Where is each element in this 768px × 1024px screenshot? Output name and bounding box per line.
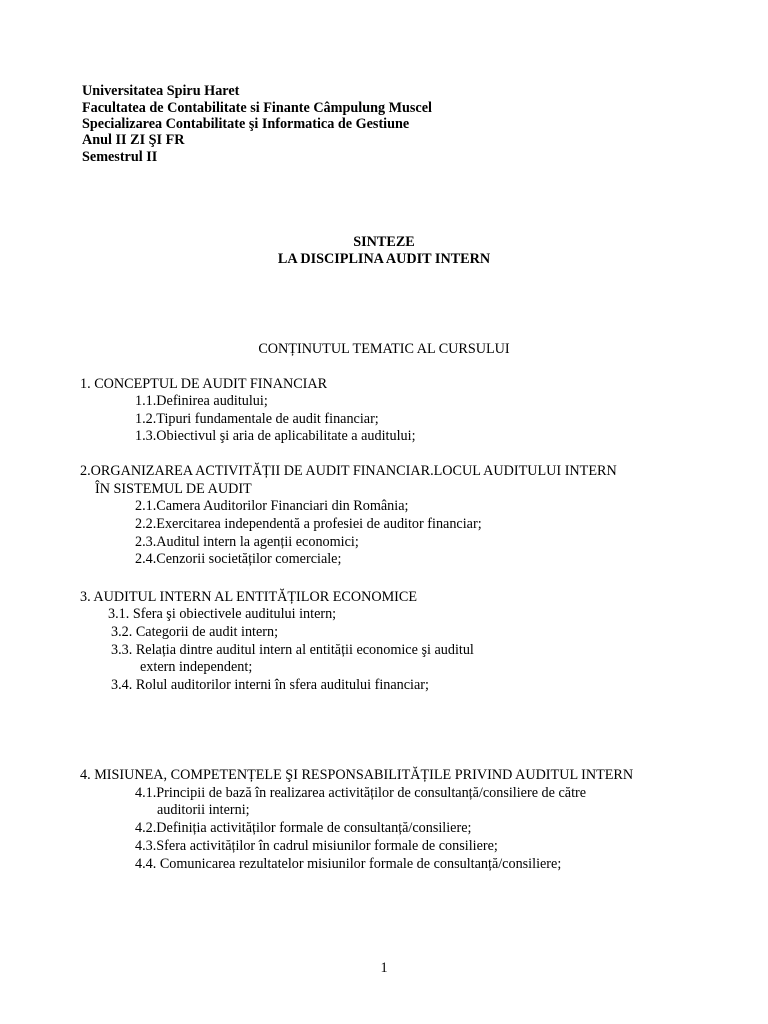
header-semester: Semestrul II — [82, 149, 158, 165]
chapter-2-title-cont: ÎN SISTEMUL DE AUDIT — [95, 481, 252, 497]
header-year: Anul II ZI ŞI FR — [82, 132, 185, 148]
chapter-4-title: 4. MISIUNEA, COMPETENȚELE ŞI RESPONSABILITĂȚILE PRIVIND AUDITUL INTERN — [80, 767, 634, 783]
chapter-4-item: 4.2.Definiția activităților formale de consultanță/consiliere; — [135, 820, 472, 836]
header-specialization: Specializarea Contabilitate şi Informatica de Gestiune — [82, 116, 410, 132]
chapter-4-item: 4.3.Sfera activităților în cadrul misiunilor formale de consiliere; — [135, 838, 498, 854]
contents-heading: CONȚINUTUL TEMATIC AL CURSULUI — [258, 341, 510, 357]
chapter-3-item: 3.1. Sfera şi obiectivele auditului intern; — [108, 606, 337, 622]
chapter-3-item-cont: extern independent; — [140, 659, 253, 675]
chapter-2-item: 2.2.Exercitarea independentă a profesiei de auditor financiar; — [135, 516, 482, 532]
doc-title-line2: LA DISCIPLINA AUDIT INTERN — [277, 251, 491, 267]
chapter-3-title: 3. AUDITUL INTERN AL ENTITĂȚILOR ECONOMICE — [80, 589, 418, 605]
chapter-2-item: 2.1.Camera Auditorilor Financiari din România; — [135, 498, 409, 514]
chapter-1-item: 1.3.Obiectivul şi aria de aplicabilitate a auditului; — [135, 428, 416, 444]
page-number: 1 — [380, 960, 388, 976]
chapter-4-item: 4.4. Comunicarea rezultatelor misiunilor formale de consultanță/consiliere; — [135, 856, 562, 872]
chapter-1-item: 1.1.Definirea auditului; — [135, 393, 268, 409]
chapter-4-item: 4.1.Principii de bază în realizarea activităților de consultanță/consiliere de către — [135, 785, 587, 801]
chapter-2-item: 2.3.Auditul intern la agenții economici; — [135, 534, 359, 550]
chapter-4-item-cont: auditorii interni; — [157, 802, 250, 818]
chapter-3-item: 3.2. Categorii de audit intern; — [111, 624, 279, 640]
chapter-2-title: 2.ORGANIZAREA ACTIVITĂȚII DE AUDIT FINANCIAR.LOCUL AUDITULUI INTERN — [80, 463, 617, 479]
chapter-3-item: 3.3. Relația dintre auditul intern al entității economice şi auditul — [111, 642, 474, 658]
chapter-1-item: 1.2.Tipuri fundamentale de audit financiar; — [135, 411, 379, 427]
doc-title-line1: SINTEZE — [353, 234, 415, 250]
chapter-2-item: 2.4.Cenzorii societăților comerciale; — [135, 551, 342, 567]
chapter-3-item: 3.4. Rolul auditorilor interni în sfera auditului financiar; — [111, 677, 429, 693]
header-faculty: Facultatea de Contabilitate si Finante Câmpulung Muscel — [82, 100, 432, 116]
header-university: Universitatea Spiru Haret — [82, 83, 240, 99]
chapter-1-title: 1. CONCEPTUL DE AUDIT FINANCIAR — [80, 376, 328, 392]
